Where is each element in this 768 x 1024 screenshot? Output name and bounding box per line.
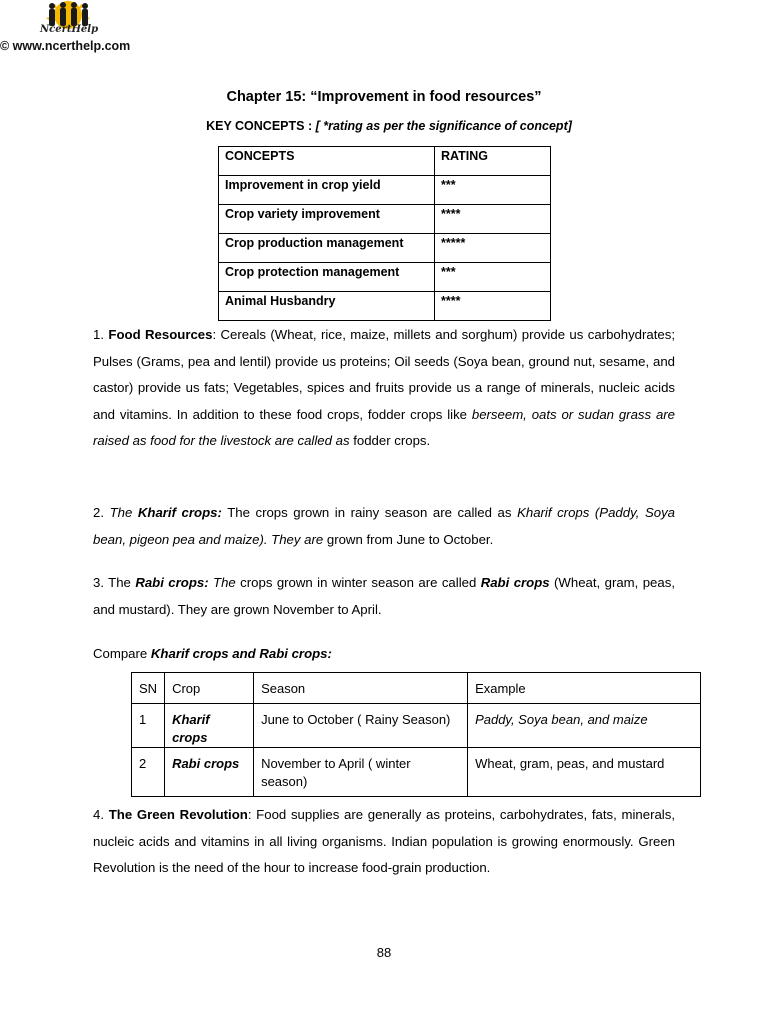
concept-cell: Improvement in crop yield <box>219 176 435 205</box>
crop-cell: Kharif crops <box>165 704 254 748</box>
chapter-title: Chapter 15: “Improvement in food resources” <box>226 89 542 105</box>
paragraph-text: grown from June to October. <box>323 531 494 547</box>
rating-cell: **** <box>435 205 551 234</box>
compare-table <box>131 672 701 797</box>
paragraph-heading: The Green Revolution <box>108 807 248 822</box>
header-cell: SN <box>132 673 165 704</box>
table-row <box>219 292 551 321</box>
header-cell: Season <box>254 673 468 704</box>
paragraph-number: 4. <box>93 807 109 822</box>
concept-cell: Crop protection management <box>219 263 435 292</box>
sn-cell: 2 <box>132 748 165 797</box>
page-number: 88 <box>376 945 392 960</box>
table-row <box>219 234 551 263</box>
paragraph-bold: Rabi crops <box>480 575 550 590</box>
header-cell: RATING <box>435 147 551 176</box>
table-row <box>219 263 551 292</box>
rating-cell: *** <box>435 176 551 205</box>
header-cell: CONCEPTS <box>219 147 435 176</box>
table-row <box>219 205 551 234</box>
paragraph-heading: Kharif crops: <box>137 505 222 520</box>
table-row <box>132 704 701 748</box>
paragraph-italic: Kharif crops (Paddy, Soya bean, pigeon pea and maize). They are <box>93 505 676 547</box>
concept-cell: Crop production management <box>219 234 435 263</box>
key-concepts-heading <box>0 119 768 133</box>
compare-bold: Kharif crops and Rabi crops: <box>150 646 332 661</box>
rating-cell: ***** <box>435 234 551 263</box>
paragraph-italic: The <box>109 505 138 520</box>
rating-cell: *** <box>435 263 551 292</box>
table-row <box>132 748 701 797</box>
example-cell: Wheat, gram, peas, and mustard <box>468 748 701 797</box>
table-row <box>132 673 701 704</box>
paragraph-text: : Food supplies are generally as proteins, carbohydrates, fats, minerals, nucleic acids and vitamins in all living organisms. Indian population is growing enormously. Green Revolution is the need of the hour to increase food-grain production. <box>93 807 675 876</box>
paragraph-text: (Wheat, gram, peas, and mustard). They are grown November to April. <box>93 575 675 617</box>
crop-cell: Rabi crops <box>165 748 254 797</box>
site-url[interactable]: © www.ncerthelp.com <box>0 39 131 53</box>
example-cell: Paddy, Soya bean, and maize <box>468 704 701 748</box>
compare-heading <box>93 641 675 668</box>
paragraph-number: 2. <box>93 505 110 520</box>
paragraph-text: crops grown in winter season are called <box>235 575 481 590</box>
paragraph-green-revolution <box>93 802 675 882</box>
paragraph-rabi-crops <box>93 570 675 623</box>
header-cell: Crop <box>165 673 254 704</box>
table-row <box>219 176 551 205</box>
rating-cell: **** <box>435 292 551 321</box>
season-cell: November to April ( winter season) <box>254 748 468 797</box>
concept-cell: Animal Husbandry <box>219 292 435 321</box>
season-cell: June to October ( Rainy Season) <box>254 704 468 748</box>
rating-table <box>218 146 551 321</box>
paragraph-number: 1. <box>93 327 109 342</box>
sn-cell: 1 <box>132 704 165 748</box>
paragraph-heading: Rabi crops: <box>135 575 209 590</box>
header-cell: Example <box>468 673 701 704</box>
paragraph-kharif-crops <box>93 500 675 553</box>
compare-label: Compare <box>93 646 151 661</box>
paragraph-text: : Cereals (Wheat, rice, maize, millets and sorghum) provide us carbohydrates; Pulses (Grams, pea and lentil) provide us proteins; Oil seeds (Soya bean, ground nut, sesame, and castor) provide us fats; Vegetables, spices and fruits provide us a range of minerals, nucleic acids and vitamins. In addition to these food crops, fodder crops like <box>93 327 675 422</box>
paragraph-food-resources <box>93 322 675 455</box>
paragraph-italic: berseem, oats or sudan grass are raised as food for the livestock are called as <box>93 406 675 449</box>
paragraph-text: The crops grown in rainy season are called as <box>221 505 518 520</box>
paragraph-heading: Food Resources <box>108 327 213 342</box>
paragraph-italic: The <box>208 575 236 590</box>
paragraph-text: fodder crops. <box>349 433 431 449</box>
key-concepts-note: [ *rating as per the significance of concept] <box>315 119 572 133</box>
concept-cell: Crop variety improvement <box>219 205 435 234</box>
logo-text: NcertHelp <box>40 24 99 35</box>
table-row <box>219 147 551 176</box>
paragraph-number: 3. The <box>93 575 136 590</box>
key-concepts-label: KEY CONCEPTS : <box>206 119 316 133</box>
